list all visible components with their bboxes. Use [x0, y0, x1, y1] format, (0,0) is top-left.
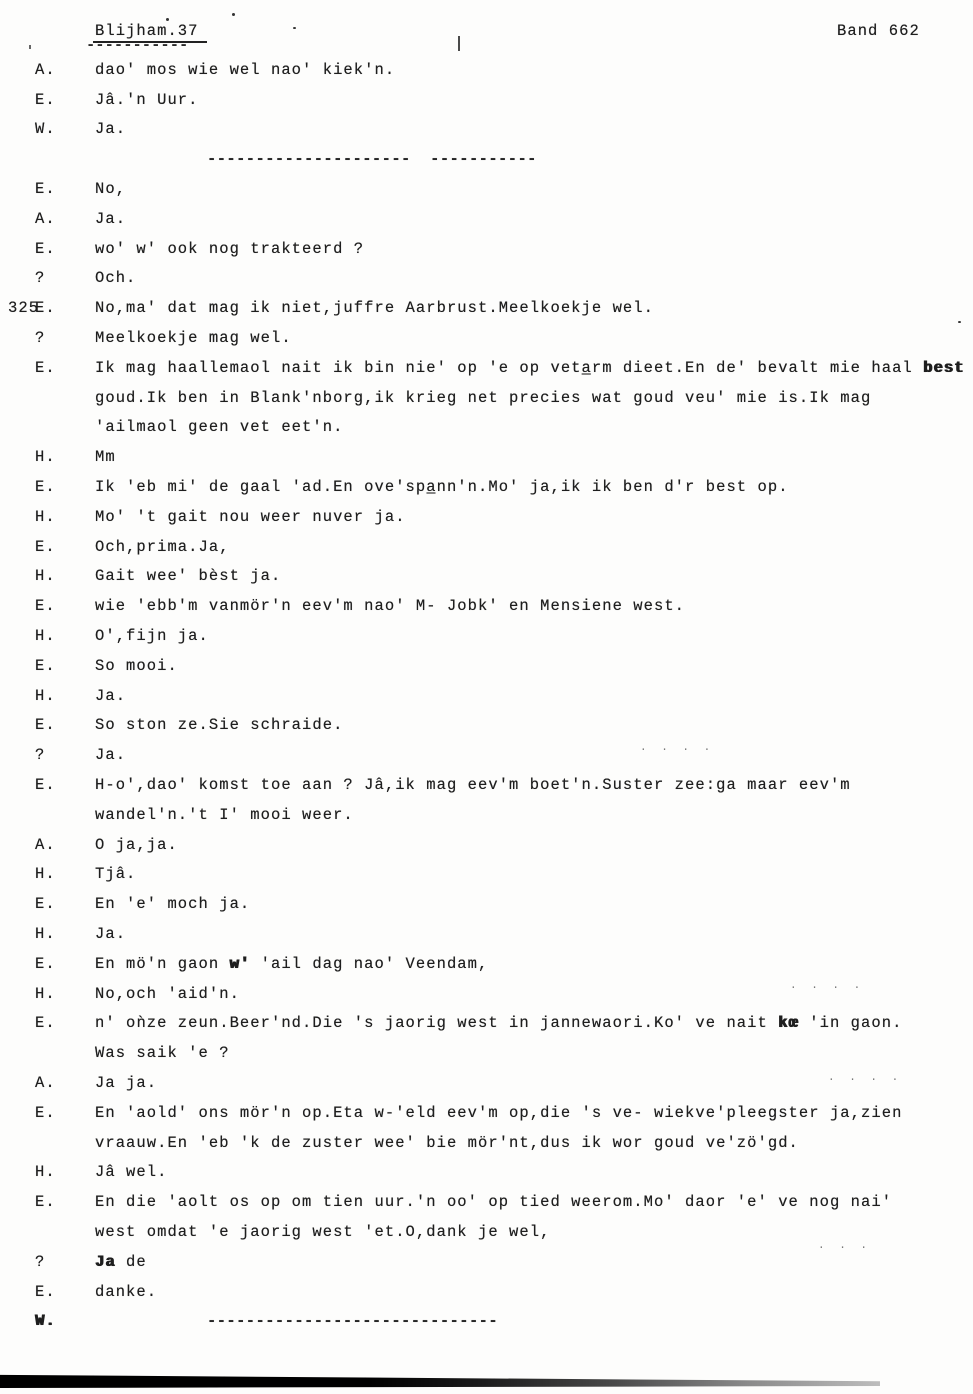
dialogue-text-segment: Ja ja.	[95, 1073, 158, 1092]
overstruck-text-segment: best	[923, 358, 965, 377]
dialogue-line	[0, 442, 973, 472]
dialogue-text	[95, 180, 238, 198]
speaker-label: ?	[35, 269, 46, 288]
scan-edge-bar	[0, 1374, 880, 1388]
dialogue-text-segment: Gait wee' bèst ja.	[95, 567, 282, 586]
speaker-label: E.	[35, 90, 56, 109]
dialogue-line	[0, 1187, 973, 1217]
speaker-label: E.	[35, 776, 56, 795]
dialogue-text	[95, 299, 766, 317]
dashed-separator	[902, 1104, 973, 1122]
dialogue-line	[0, 740, 973, 770]
dialogue-text	[95, 1104, 973, 1122]
scan-dot-noise: . . .	[818, 1240, 872, 1252]
dialogue-line	[0, 591, 973, 621]
dialogue-text	[95, 389, 973, 407]
dialogue-line	[0, 1157, 973, 1187]
dashed-separator	[157, 1283, 269, 1301]
dialogue-text-segment: Ja.	[95, 686, 127, 705]
dialogue-text-segment: Jâ.'n Uur.	[95, 90, 199, 109]
dialogue-text-segment: wo' w' ook nog trakteerd ?	[95, 239, 365, 258]
dashed-separator	[892, 1193, 973, 1211]
speaker-label: A.	[35, 60, 56, 79]
speaker-label: E.	[35, 180, 56, 199]
speaker-label: H.	[35, 448, 56, 467]
speaker-label: E.	[35, 239, 56, 258]
dialogue-text	[95, 1283, 269, 1301]
dialogue-text	[95, 120, 238, 138]
scan-speck	[232, 13, 235, 16]
dashed-separator	[292, 329, 404, 347]
dialogue-text-segment: Mo' 't gait nou weer nuver ja.	[95, 507, 406, 526]
dialogue-line	[0, 770, 973, 800]
speaker-label: A.	[35, 1073, 56, 1092]
margin-page-number: 325	[8, 299, 40, 317]
dialogue-text-segment: Tjâ.	[95, 865, 137, 884]
speaker-label: H.	[35, 567, 56, 586]
scan-speck	[166, 18, 169, 21]
dialogue-text	[95, 836, 290, 854]
dialogue-text	[95, 776, 963, 794]
dialogue-line	[0, 353, 973, 383]
dialogue-text-segment: En 'aold' ons mör'n op.Eta w-'eld eev'm op,die 's ve- wiekve'pleegster ja,zien	[95, 1103, 903, 1122]
dashed-separator	[136, 269, 248, 287]
dialogue-text-segment: wie 'ebb'm vanmör'n eev'm nao' M- Jobk' en Mensiene west.	[95, 597, 686, 616]
dashed-separator	[230, 538, 342, 556]
dialogue-text-segment: 'ail dag nao' Veendam,	[250, 954, 489, 973]
dialogue-line	[0, 919, 973, 949]
dialogue-line	[0, 651, 973, 681]
speaker-label: W.	[35, 120, 56, 139]
dialogue-text	[95, 210, 238, 228]
scan-speck	[29, 45, 31, 49]
dialogue-text-segment: vraauw.En 'eb 'k de zuster wee' bie mör'nt,dus ik wor goud ve'zö'gd.	[95, 1133, 799, 1152]
band-number-label: Band 662	[837, 22, 920, 40]
speaker-label: E.	[35, 478, 56, 497]
speaker-label: W.	[35, 1312, 56, 1331]
dialogue-text-segment: Was saik 'e ?	[95, 1044, 230, 1063]
dialogue-text	[95, 806, 466, 824]
scan-speck	[293, 27, 296, 29]
dialogue-line	[0, 293, 973, 323]
dialogue-text	[95, 538, 342, 556]
dialogue-text	[95, 359, 973, 377]
speaker-label: ?	[35, 1252, 46, 1271]
dialogue-text-segment: En die 'aolt os op om tien uur.'n oo' op tied weerom.Mo' daor 'e' ve nog nai'	[95, 1193, 893, 1212]
dashed-separator	[343, 716, 455, 734]
dashed-separator	[965, 359, 973, 377]
dialogue-text-segment: west omdat 'e jaorig west 'et.O,dank je wel,	[95, 1222, 551, 1241]
speaker-label: H.	[35, 865, 56, 884]
dialogue-line	[0, 323, 973, 353]
speaker-label: A.	[35, 209, 56, 228]
dialogue-line	[0, 502, 973, 532]
speaker-label: ?	[35, 329, 46, 348]
dialogue-text-segment: Ja.	[95, 746, 127, 765]
dialogue-text-segment: En mö'n gaon	[95, 954, 230, 973]
scan-dot-noise: . . . .	[640, 742, 715, 754]
dialogue-text	[95, 597, 797, 615]
speaker-label: E.	[35, 954, 56, 973]
dialogue-line	[0, 1038, 973, 1068]
dialogue-text-segment: Och.	[95, 269, 137, 288]
dialogue-text-segment: goud.Ik ben in Blank'nborg,ik krieg net precies wat goud veu' mie is.Ik mag	[95, 388, 872, 407]
dashed-separator	[550, 1223, 662, 1241]
speaker-label: H.	[35, 627, 56, 646]
dashed-separator	[199, 91, 311, 109]
speaker-label: H.	[35, 925, 56, 943]
dialogue-text	[95, 418, 455, 436]
dialogue-text-segment: danke.	[95, 1282, 158, 1301]
speaker-label: E.	[35, 597, 56, 616]
scan-speck	[958, 321, 961, 323]
dialogue-text	[95, 448, 228, 466]
dialogue-text	[95, 746, 238, 764]
dashed-separator	[902, 1014, 973, 1032]
dashed-separator	[116, 448, 228, 466]
dialogue-text	[95, 1223, 662, 1241]
dialogue-line	[0, 681, 973, 711]
dialogue-text-segment: So ston ze.Sie schraide.	[95, 716, 344, 735]
overstruck-text-segment: Ja	[95, 1252, 116, 1271]
dialogue-text	[95, 61, 507, 79]
dashed-separator	[147, 1253, 259, 1271]
overstruck-text-segment: kœ	[778, 1014, 799, 1033]
scan-artifact-mark	[458, 36, 460, 51]
dashed-separator	[126, 210, 238, 228]
dashed-separator	[488, 955, 600, 973]
dialogue-line	[0, 85, 973, 115]
dialogue-lines	[0, 55, 973, 1336]
dialogue-text-segment: 'in gaon.	[798, 1014, 903, 1033]
dialogue-line	[0, 1306, 973, 1336]
dialogue-text	[95, 985, 352, 1003]
dialogue-line	[0, 1098, 973, 1128]
dashed-separator	[136, 865, 248, 883]
speaker-label: ?	[35, 746, 46, 765]
dialogue-text-segment: Jâ wel.	[95, 1163, 168, 1182]
dialogue-text	[95, 925, 238, 943]
speaker-label: H.	[35, 507, 56, 526]
dashed-separator	[654, 299, 766, 317]
overstruck-text-segment: w'	[229, 954, 251, 973]
dashed-separator: ------------------------------	[207, 1312, 499, 1331]
speaker-label: E.	[35, 895, 56, 914]
dialogue-line	[0, 174, 973, 204]
dialogue-line	[0, 264, 973, 294]
dialogue-line	[0, 860, 973, 890]
dialogue-line	[0, 1128, 973, 1158]
dialogue-text-segment: dao' mos wie wel nao' kiek'n.	[95, 60, 396, 79]
dialogue-line	[0, 949, 973, 979]
dialogue-text-segment: 'ailmaol geen vet eet'n.	[95, 418, 344, 437]
speaker-label: E.	[35, 537, 56, 556]
dashed-separator	[281, 567, 393, 585]
dialogue-line	[0, 115, 973, 145]
dialogue-text-segment: Ja.	[95, 925, 127, 943]
dialogue-text-segment: wandel'n.'t I' mooi weer.	[95, 805, 354, 824]
dashed-separator	[230, 1044, 342, 1062]
dialogue-line	[0, 234, 973, 264]
dialogue-text	[95, 508, 518, 526]
dialogue-text	[95, 1193, 973, 1211]
dialogue-line	[0, 562, 973, 592]
dialogue-line	[0, 144, 973, 174]
dialogue-line	[0, 621, 973, 651]
dashed-separator	[354, 806, 466, 824]
dialogue-line	[0, 55, 973, 85]
dashed-separator	[789, 478, 901, 496]
title-underline-dashes: -----------	[86, 36, 189, 54]
dialogue-text	[95, 627, 321, 645]
dialogue-line	[0, 800, 973, 830]
scan-dot-noise: . . . .	[790, 980, 865, 992]
dashed-separator	[250, 895, 362, 913]
dashed-separator	[126, 120, 238, 138]
dialogue-text	[95, 657, 290, 675]
dialogue-line	[0, 1009, 973, 1039]
dialogue-line	[0, 889, 973, 919]
dialogue-line	[0, 1277, 973, 1307]
speaker-label: E.	[35, 1103, 56, 1122]
dashed-separator	[364, 240, 476, 258]
dashed-separator	[851, 776, 963, 794]
dialogue-line	[0, 532, 973, 562]
dashed-separator	[178, 836, 290, 854]
dashed-separator	[209, 627, 321, 645]
dialogue-text-segment: O',fijn ja.	[95, 627, 209, 646]
speaker-label: H.	[35, 686, 56, 705]
dialogue-text	[95, 1074, 269, 1092]
dashed-separator	[406, 508, 518, 526]
dialogue-line	[0, 413, 973, 443]
dialogue-text-segment: H-o',dao' komst toe aan ? Jâ,ik mag eev'm boet'n.Suster zee:ga maar eev'm	[95, 776, 851, 795]
speaker-label: E.	[35, 1014, 56, 1033]
dialogue-text	[95, 240, 476, 258]
speaker-label: H.	[35, 984, 56, 1003]
speaker-label: E.	[35, 299, 56, 318]
dialogue-text-segment: Ik mag haallemaol nait ik bin nie' op 'e op veta̲rm dieet.En de' bevalt mie haal	[95, 358, 924, 377]
speaker-label: H.	[35, 1163, 56, 1182]
speaker-label: A.	[35, 835, 56, 854]
dialogue-text	[95, 567, 393, 585]
dashed-separator	[178, 657, 290, 675]
dialogue-text-segment: O ja,ja.	[95, 835, 178, 854]
dialogue-text	[95, 1312, 498, 1330]
dialogue-line	[0, 711, 973, 741]
dashed-separator	[685, 597, 797, 615]
dashed-separator	[157, 1074, 269, 1092]
dashed-separator	[126, 746, 238, 764]
speaker-label: E.	[35, 656, 56, 675]
speaker-label: E.	[35, 358, 56, 377]
dialogue-text-segment: Ja.	[95, 209, 127, 228]
dialogue-line	[0, 472, 973, 502]
speaker-label: E.	[35, 1282, 56, 1301]
dialogue-text	[95, 1014, 973, 1032]
dialogue-text-segment: No,	[95, 180, 127, 199]
dialogue-text-segment: En 'e' moch ja.	[95, 895, 251, 914]
dialogue-text	[95, 865, 248, 883]
dialogue-text	[95, 478, 901, 496]
dashed-separator	[126, 687, 238, 705]
dialogue-text	[95, 687, 238, 705]
dashed-separator	[240, 985, 352, 1003]
dialogue-text-segment: Mm	[95, 448, 116, 467]
dialogue-text	[95, 1044, 342, 1062]
page-title: Blijham.37	[93, 22, 207, 43]
dialogue-text-segment: n' oǹze zeun.Beer'nd.Die 's jaorig west in jannewaori.Ko' ve nait	[95, 1014, 779, 1033]
dialogue-text	[95, 1134, 911, 1152]
dialogue-text	[95, 269, 248, 287]
dashed-separator	[126, 180, 238, 198]
dialogue-text	[95, 716, 455, 734]
dialogue-text-segment: Meelkoekje mag wel.	[95, 329, 292, 348]
dialogue-text	[95, 91, 311, 109]
dialogue-text-segment: de	[115, 1252, 147, 1271]
speaker-label: E.	[35, 1193, 56, 1212]
dialogue-text-segment: So mooi.	[95, 656, 178, 675]
dialogue-text-segment: Ik 'eb mi' de gaal 'ad.En ove'spa̲nn'n.Mo' ja,ik ik ben d'r best op.	[95, 478, 789, 497]
dialogue-text-segment: No,och 'aid'n.	[95, 984, 240, 1003]
dashed-separator	[871, 389, 973, 407]
dashed-separator: --------------------- -----------	[207, 150, 537, 169]
dashed-separator	[799, 1134, 911, 1152]
dialogue-text	[95, 895, 362, 913]
dialogue-text	[95, 955, 600, 973]
dialogue-text	[95, 1163, 279, 1181]
dialogue-line	[0, 383, 973, 413]
dialogue-text-segment: No,ma' dat mag ik niet,juffre Aarbrust.Meelkoekje wel.	[95, 299, 654, 318]
speaker-label: E.	[35, 716, 56, 735]
dialogue-line	[0, 830, 973, 860]
dialogue-line	[0, 204, 973, 234]
dialogue-text	[95, 1253, 259, 1271]
dashed-separator	[167, 1163, 279, 1181]
dashed-separator	[395, 61, 507, 79]
dashed-separator	[126, 925, 238, 943]
scan-dot-noise: . . . .	[828, 1072, 903, 1084]
dashed-separator	[343, 418, 455, 436]
dialogue-text	[95, 150, 537, 168]
dialogue-text-segment: Och,prima.Ja,	[95, 537, 230, 556]
dialogue-text-segment: Ja.	[95, 120, 127, 139]
dialogue-text	[95, 329, 404, 347]
